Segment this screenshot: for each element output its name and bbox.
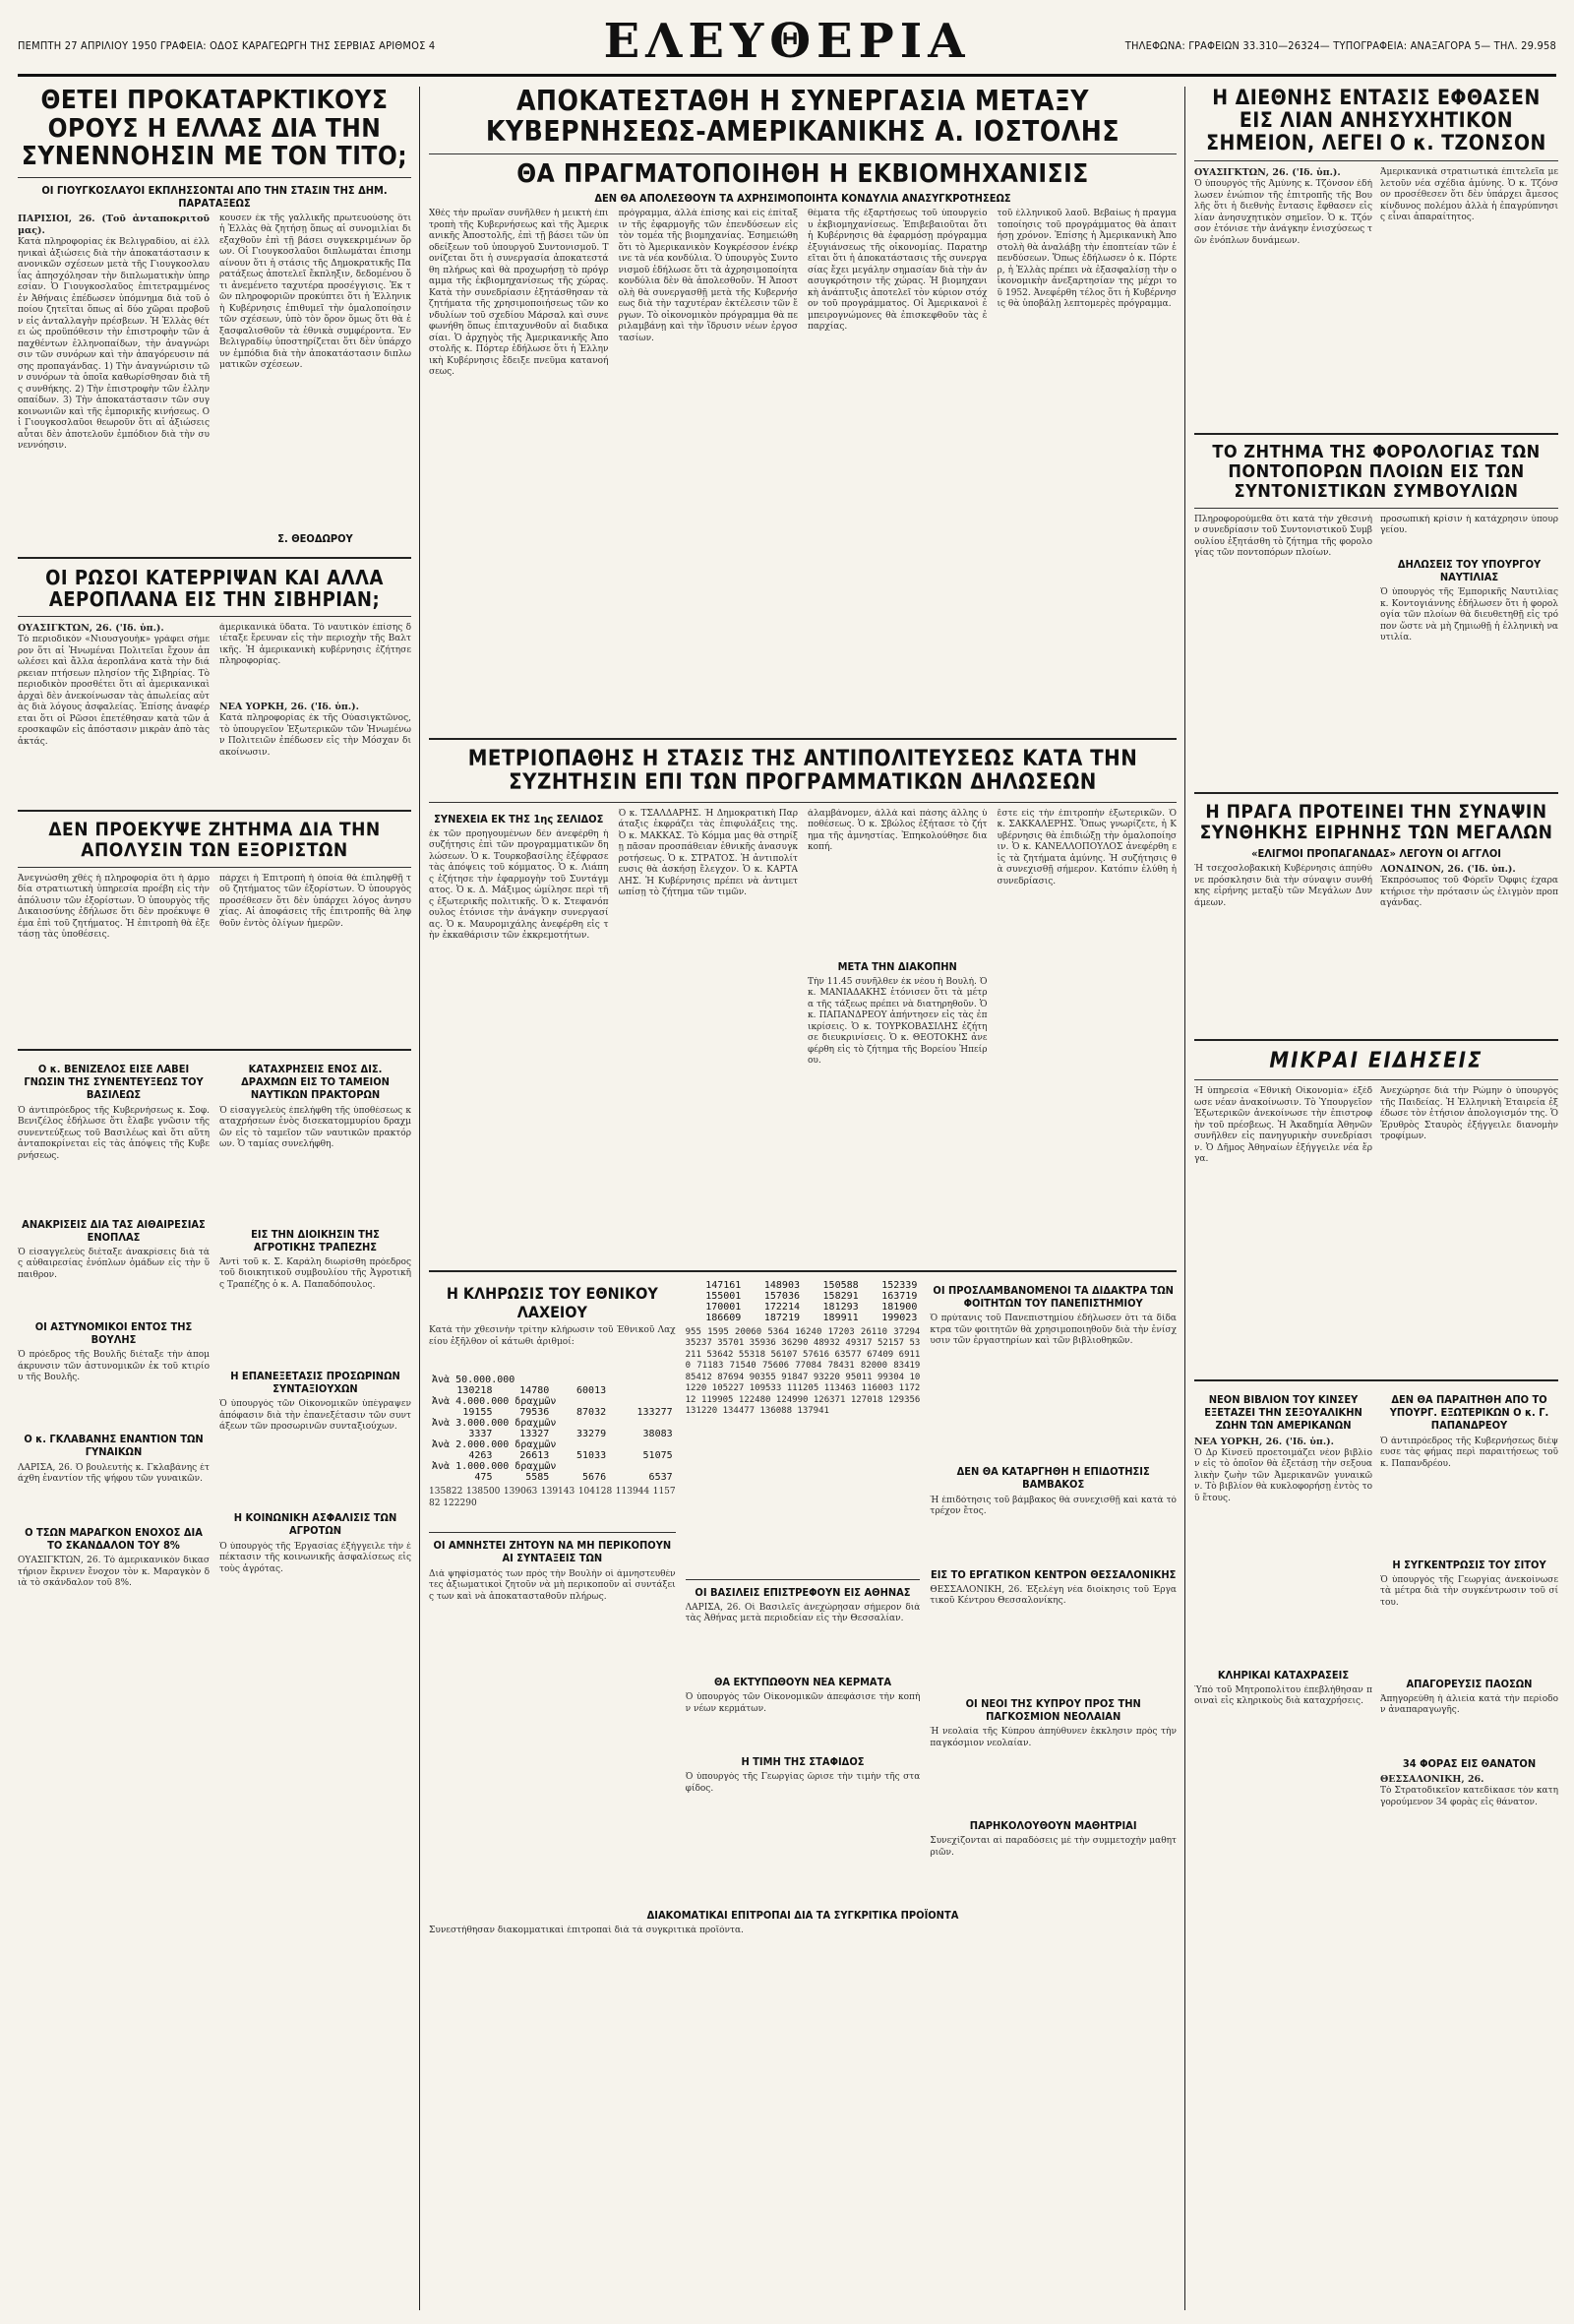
subhead-coins: ΘΑ ΕΚΤΥΠΩΘΟΥΝ ΝΕΑ ΚΕΡΜΑΤΑ	[713, 1675, 891, 1688]
subhead-kings-return: ΟΙ ΒΑΣΙΛΕΙΣ ΕΠΙΣΤΡΕΦΟΥΝ ΕΙΣ ΑΘΗΝΑΣ	[695, 1585, 911, 1599]
headline-opposition: ΜΕΤΡΙΟΠΑΘΗΣ Η ΣΤΑΣΙΣ ΤΗΣ ΑΝΤΙΠΟΛΙΤΕΥΣΕΩΣ ΚΑΤΑ ΤΗΝ ΣΥΖΗΤΗΣΙΝ ΕΠΙ ΤΩΝ ΠΡΟΓΡΑΜΜΑΤΙΚΩΝ ΔΗΛΩΣΕΩΝ	[467, 747, 1138, 796]
subhead-police-parliament: ΟΙ ΑΣΤΥΝΟΜΙΚΟΙ ΕΝΤΟΣ ΤΗΣ ΒΟΥΛΗΣ	[34, 1319, 193, 1347]
article-cyprus-youth: Ἡ νεολαία τῆς Κύπρου ἀπηύθυνεν ἔκκλησιν πρὸς τὴν παγκόσμιον νεολαίαν.	[930, 1727, 1177, 1748]
article-prague-1: Ἡ τσεχοσλοβακικὴ Κυβέρνησις ἀπηύθυνε πρόσκλησιν διὰ τὴν σύναψιν συνθήκης εἰρήνης μεταξὺ τῶν Μεγάλων Δυνάμεων.	[1194, 864, 1372, 908]
lot-r2-c4: 163719	[881, 1290, 918, 1302]
article-main-1: Χθὲς τὴν πρωΐαν συνῆλθεν ἡ μεικτὴ ἐπιτροπὴ τῆς Κυβερνήσεως καὶ τῆς Ἀμερικανικῆς Ἀποστολῆς, ἐπὶ τῇ βάσει τῶν ὑποδείξεων τοῦ ὑπουργοῦ Συντονισμοῦ. Τονίζεται ὅτι ἡ συνεργασία ἀποκατεστάθη πλήρως καὶ θὰ προχωρήσῃ τὸ πρόγραμμα τῆς ἐκβιομηχανίσεως τῆς χώρας. Κατὰ τὴν συνεδρίασιν ἐξητάσθησαν τὰ ζητήματα τῆς χρησιμοποιήσεως τῶν κονδυλίων τοῦ σχεδίου Μάρσαλ καὶ συνεφωνήθη ὅπως ἐπιταχυνθοῦν αἱ διαδικασίαι. Ὁ ἀρχηγὸς τῆς Ἀμερικανικῆς Ἀποστολῆς κ. Πόρτερ ἐδήλωσε ὅτι ἡ Ἑλληνικὴ Κυβέρνησις ἔδειξε πνεῦμα κατανοήσεως.	[429, 209, 609, 378]
prize-4-num-1: 4263	[468, 1450, 493, 1462]
prize-3-num-4: 38083	[642, 1429, 673, 1440]
prize-2-num-3: 87032	[576, 1407, 607, 1419]
prize-label-2: Ἀνὰ 4.000.000 δραχμῶν	[432, 1396, 557, 1408]
subhead-university-fees: ΟΙ ΠΡΟΣΛΑΜΒΑΝΟΜΕΝΟΙ ΤΑ ΔΙΔΑΚΤΡΑ ΤΩΝ ΦΟΙΤΗΤΩΝ ΤΟΥ ΠΑΝΕΠΙΣΤΗΜΙΟΥ	[933, 1283, 1174, 1310]
article-labor-center: ΘΕΣΣΑΛΟΝΙΚΗ, 26. Ἐξελέγη νέα διοίκησις τοῦ Ἐργατικοῦ Κέντρου Θεσσαλονίκης.	[930, 1584, 1177, 1607]
prize-label-1: Ἀνὰ 50.000.000	[432, 1375, 515, 1386]
subhead-agri-bank: ΕΙΣ ΤΗΝ ΔΙΟΙΚΗΣΙΝ ΤΗΣ ΑΓΡΟΤΙΚΗΣ ΤΡΑΠΕΖΗΣ	[251, 1227, 380, 1254]
subhead-embezzlement: ΚΑΤΑΧΡΗΣΕΙΣ ΕΝΟΣ ΔΙΣ. ΔΡΑΧΜΩΝ ΕΙΣ ΤΟ ΤΑΜΕΙΟΝ ΝΑΥΤΙΚΩΝ ΠΡΑΚΤΟΡΩΝ	[241, 1062, 390, 1102]
prize-4-num-2: 26613	[519, 1450, 550, 1462]
headline-prague: Η ΠΡΑΓΑ ΠΡΟΤΕΙΝΕΙ ΤΗΝ ΣΥΝΑΨΙΝ ΣΥΝΘΗΚΗΣ ΕΙΡΗΝΗΣ ΤΩΝ ΜΕΓΑΛΩΝ	[1199, 801, 1553, 844]
prize-5-num-2: 5585	[525, 1472, 550, 1484]
article-body-russian-1: Τὸ περιοδικὸν «Νιουσγουὴκ» γράφει σήμερον ὅτι αἱ Ἡνωμέναι Πολιτεῖαι ἔχουν ἀπωλέσει καὶ ἄλλα ἀεροπλάνα κατὰ τὴν διάρκειαν πτήσεων πλησίον τῆς Σιβηρίας. Τὸ περιοδικὸν προσθέτει ὅτι αἱ ἀμερικανικαὶ ἀρχαὶ δὲν ἀνεκοίνωσαν τὰς ἀπωλείας αὐτὰς διὰ λόγους ἀσφαλείας. Ἐπίσης ἀναφέρεται ὅτι οἱ Ρῶσοι ἐπετέθησαν κατὰ τῶν ἀεροσκαφῶν εἰς ἀπόστασιν μικρὰν ἀπὸ τὰς ἀκτάς.	[18, 635, 210, 747]
lot-r4-c3: 189911	[822, 1312, 859, 1323]
headline-industrialization: ΘΑ ΠΡΑΓΜΑΤΟΠΟΙΗΘΗ Η ΕΚΒΙΟΜΗΧΑΝΙΣΙΣ	[516, 158, 1089, 189]
subhead-shipping-minister: ΔΗΛΩΣΕΙΣ ΤΟΥ ΥΠΟΥΡΓΟΥ ΝΑΥΤΙΛΙΑΣ	[1397, 557, 1542, 584]
article-amnestied: Διὰ ψηφίσματός των πρὸς τὴν Βουλὴν οἱ ἀμνηστευθέντες ἀξιωματικοὶ ζητοῦν νὰ μὴ περικοποῦν αἱ συντάξεις των καὶ νὰ ἀποκατασταθοῦν πλήρως.	[429, 1568, 676, 1602]
dateline-washington: ΟΥΑΣΙΓΚΤΩΝ, 26. ('Ιδ. ὑπ.).	[18, 622, 164, 634]
continued-label: ΣΥΝΕΧΕΙΑ ΕΚ ΤΗΣ 1ης ΣΕΛΙΔΟΣ	[434, 812, 604, 826]
lottery-numbers-grid	[686, 1280, 921, 1323]
article-papandreou: Ὁ ἀντιπρόεδρος τῆς Κυβερνήσεως διέψευσε τὰς φήμας περὶ παραιτήσεως τοῦ κ. Παπανδρέου.	[1380, 1436, 1558, 1469]
article-embezzlement: Ὁ εἰσαγγελεὺς ἐπελήφθη τῆς ὑποθέσεως καταχρήσεων ἑνὸς δισεκατομμυρίου δραχμῶν εἰς τὸ ταμεῖον τῶν ναυτικῶν πρακτόρων. Ὁ ταμίας συνελήφθη.	[219, 1105, 411, 1150]
article-main-3: θέματα τῆς ἐξαρτήσεως τοῦ ὑπουργείου ἐκβιομηχανίσεως. Ἐπιβεβαιοῦται ὅτι ἡ Κυβέρνησις θὰ ἐφαρμόσῃ πρόγραμμα ἐξυγιάνσεως τῆς οἰκονομίας. Παρατηρεῖται ὅτι ἡ ἀποκατάστασις τῆς συνεργασίας ἔχει μεγάλην σημασίαν διὰ τὴν ἀνασυγκρότησιν τῆς χώρας. Ἡ βιομηχανικὴ ἀνάπτυξις ἀποτελεῖ τὸν κύριον στόχον τοῦ προγράμματος. Οἱ Ἀμερικανοὶ ἐμπειρογνώμονες θὰ ἐπισκεφθοῦν τὰς ἐπαρχίας.	[808, 209, 988, 333]
newspaper-title: ΕΛΕΥΘΕΡΙΑ	[603, 14, 971, 69]
dateline-thessaloniki: ΘΕΣΣΑΛΟΝΙΚΗ, 26.	[1380, 1774, 1484, 1786]
right-column	[1194, 87, 1558, 1855]
lot-r4-c4: 199023	[881, 1312, 918, 1323]
prize-1-num-1: 130218	[456, 1385, 493, 1397]
prize-2-num-4: 133277	[636, 1407, 673, 1419]
prize-3-num-2: 13327	[519, 1429, 550, 1440]
article-prague-2: Ἐκπρόσωπος τοῦ Φόρεϊν Ὄφφις ἐχαρακτήρισε τὴν πρότασιν ὡς ἐλιγμὸν προπαγάνδας.	[1380, 876, 1558, 909]
headline-brief-news: ΜΙΚΡΑΙ ΕΙΔΗΣΕΙΣ	[1269, 1049, 1483, 1074]
subhead-venizelos: Ο κ. ΒΕΝΙΖΕΛΟΣ ΕΙΣΕ ΛΑΒΕΙ ΓΝΩΣΙΝ ΤΗΣ ΣΥΝΕΝΤΕΥΞΕΩΣ ΤΟΥ ΒΑΣΙΛΕΩΣ	[24, 1062, 204, 1102]
lot-r3-c1: 170001	[705, 1301, 742, 1313]
lot-r1-c4: 152339	[881, 1279, 918, 1291]
masthead	[18, 14, 1556, 77]
article-wheat: Ὁ ὑπουργὸς τῆς Γεωργίας ἀνεκοίνωσε τὰ μέτρα διὰ τὴν συγκέντρωσιν τοῦ σίτου.	[1380, 1574, 1558, 1608]
subhead-committees: ΔΙΑΚΟΜΑΤΙΚΑΙ ΕΠΙΤΡΟΠΑΙ ΔΙΑ ΤΑ ΣΥΓΚΡΙΤΙΚΑ ΠΡΟΪΟΝΤΑ	[646, 1909, 959, 1923]
dateline-london: ΛΟΝΔΙΝΟΝ, 26. ('Ιδ. ὑπ.).	[1380, 864, 1516, 876]
prize-2-num-1: 19155	[462, 1407, 493, 1419]
prize-label-5: Ἀνὰ 1.000.000 δραχμῶν	[432, 1461, 557, 1473]
masthead-date-address: ΠΕΜΠΤΗ 27 ΑΠΡΙΛΙΟΥ 1950 ΓΡΑΦΕΙΑ: ΟΔΟΣ ΚΑΡΑΓΕΩΡΓΗ ΤΗΣ ΣΕΡΒΙΑΣ ΑΡΙΘΜΟΣ 4	[18, 39, 436, 52]
lottery-prizes	[429, 1375, 676, 1483]
article-committees: Συνεστήθησαν διακομματικαὶ ἐπιτροπαὶ διὰ τὰ συγκριτικὰ προϊόντα.	[429, 1926, 744, 1936]
subhead-death: 34 ΦΟΡΑΣ ΕΙΣ ΘΑΝΑΤΟΝ	[1402, 1756, 1537, 1770]
prize-3-num-3: 33279	[576, 1429, 607, 1440]
headline-tito: ΘΕΤΕΙ ΠΡΟΚΑΤΑΡΚΤΙΚΟΥΣ ΟΡΟΥΣ Η ΕΛΛΑΣ ΔΙΑ ΤΗΝ ΣΥΝΕΝΝΟΗΣΙΝ ΜΕ ΤΟΝ ΤΙΤΟ;	[21, 86, 408, 172]
dateline-new-york: ΝΕΑ ΥΟΡΚΗ, 26. ('Ιδ. ὑπ.).	[219, 701, 359, 712]
dateline-paris: ΠΑΡΙΣΙΟΙ, 26. (Τοῦ ἀνταποκριτοῦ μας).	[18, 213, 210, 236]
lot-r2-c1: 155001	[705, 1290, 742, 1302]
prize-5-num-1: 475	[474, 1472, 493, 1484]
article-coins: Ὁ ὑπουργὸς τῶν Οἰκονομικῶν ἀπεφάσισε τὴν κοπὴν νέων κερμάτων.	[685, 1692, 921, 1714]
article-students: Συνεχίζονται αἱ παραδόσεις μὲ τὴν συμμετοχὴν μαθητριῶν.	[930, 1836, 1177, 1858]
lot-r2-c3: 158291	[822, 1290, 859, 1302]
signature-theodorou: Σ. ΘΕΟΔΩΡΟΥ	[277, 531, 353, 545]
prize-1-num-3: 60013	[576, 1385, 607, 1397]
headline-ship-tax: ΤΟ ΖΗΤΗΜΑ ΤΗΣ ΦΟΡΟΛΟΓΙΑΣ ΤΩΝ ΠΟΝΤΟΠΟΡΩΝ ΠΛΟΙΩΝ ΕΙΣ ΤΩΝ ΣΥΝΤΟΝΙΣΤΙΚΩΝ ΣΥΜΒΟΥΛΙΩΝ	[1212, 442, 1541, 503]
article-parliament-1: ἐκ τῶν προηγουμένων δὲν ἀνεφέρθη ἡ συζήτησις ἐπὶ τῶν προγραμματικῶν δηλώσεων. Ὁ κ. Τουρκοβασίλης ἐξέφρασε τὰς ἀπόψεις τοῦ κόμματος. Ὁ κ. Λιάπης ἐζήτησε τὴν ἐφαρμογὴν τοῦ Συντάγματος. Ὁ κ. Δ. Μάξιμος ὡμίλησε περὶ τῆς ἐξωτερικῆς πολιτικῆς. Ὁ κ. Στεφανόπουλος ἐτόνισε τὴν ἀνάγκην συνεργασίας. Ὁ κ. Μαυρομιχάλης ἀνεφέρθη εἰς τὴν ἐκκαθάρισιν τῶν ἐκκρεμοτήτων.	[429, 828, 609, 942]
lottery-number-list: 955 1595 20060 5364 16240 17203 26110 37294 35237 35701 35936 36290 48932 49317 52157 53211 53642 55318 56107 57616 63577 67409 69110 71183 71540 75606 77084 78431 82000 83419 85412 87694 90355 91847 93220 95011 99304 101220 105227 109533 111205 113463 116003 117212 119905 122480 124990 126371 127018 129356 131220 134477 136088 137941	[685, 1326, 921, 1417]
subhead-inquiries: ΑΝΑΚΡΙΣΕΙΣ ΔΙΑ ΤΑΣ ΑΙΘΑΙΡΕΣΙΑΣ ΕΝΟΠΛΑΣ	[22, 1217, 206, 1244]
prize-label-4: Ἀνὰ 2.000.000 δραχμῶν	[432, 1439, 557, 1451]
left-column	[18, 87, 411, 1650]
subhead-wheat: Η ΣΥΓΚΕΝΤΡΩΣΙΣ ΤΟΥ ΣΙΤΟΥ	[1392, 1558, 1546, 1571]
prize-label-3: Ἀνὰ 3.000.000 δραχμῶν	[432, 1418, 557, 1430]
lot-r3-c3: 181293	[822, 1301, 859, 1313]
lot-r1-c3: 150588	[822, 1279, 859, 1291]
prize-2-num-2: 79536	[519, 1407, 550, 1419]
article-kings-return: ΛΑΡΙΣΑ, 26. Οἱ Βασιλεῖς ἀνεχώρησαν σήμερον διὰ τὰς Ἀθήνας μετὰ περιοδείαν εἰς τὴν Θεσσαλίαν.	[685, 1602, 921, 1624]
article-parliament-5: ἔστε εἰς τὴν ἐπιτροπὴν ἐξωτερικῶν. Ὁ κ. ΣΑΚΚΑΛΕΡΗΣ. Ὅπως γνωρίζετε, ἡ Κυβέρνησις θὰ ἐπιδιώξῃ τὴν ὁμαλοποίησιν. Ὁ κ. ΚΑΝΕΛΛΟΠΟΥΛΟΣ ἀνεφέρθη εἰς τὰ ζητήματα ἀμύνης. Ἡ συζήτησις θὰ συνεχισθῇ σήμερον. Κατόπιν ἐλύθη ἡ συνεδρίασις.	[997, 808, 1177, 887]
headline-exiles: ΔΕΝ ΠΡΟΕΚΥΨΕ ΖΗΤΗΜΑ ΔΙΑ ΤΗΝ ΑΠΟΛΥΣΙΝ ΤΩΝ ΕΞΟΡΙΣΤΩΝ	[48, 819, 381, 862]
subhead-cyprus-youth: ΟΙ ΝΕΟΙ ΤΗΣ ΚΥΠΡΟΥ ΠΡΟΣ ΤΗΝ ΠΑΓΚΟΣΜΙΟΝ ΝΕΟΛΑΙΑΝ	[965, 1696, 1141, 1723]
headline-lottery: Η ΚΛΗΡΩΣΙΣ ΤΟΥ ΕΘΝΙΚΟΥ ΛΑΧΕΙΟΥ	[446, 1283, 658, 1321]
article-currant: Ὁ ὑπουργὸς τῆς Γεωργίας ὥρισε τὴν τιμὴν τῆς σταφίδος.	[685, 1772, 921, 1794]
prize-1-num-2: 14780	[519, 1385, 550, 1397]
article-body-exiles-1: Ἀνεγνώσθη χθὲς ἡ πληροφορία ὅτι ἡ ἀρμοδία στρατιωτικὴ ὑπηρεσία προέβη εἰς τὴν ἀπόλυσιν τῶν ἐξορίστων. Ὁ ὑπουργὸς τῆς Δικαιοσύνης ἐδήλωσε ὅτι δὲν προέκυψε θέμα ἐπὶ τοῦ ζητήματος. Ἡ ἐπιτροπὴ θὰ ἐξετάσῃ τὰς ὑποθέσεις.	[18, 873, 210, 941]
dateline-washington-right: ΟΥΑΣΙΓΚΤΩΝ, 26. ('Ιδ. ὑπ.).	[1194, 167, 1341, 179]
lot-r4-c2: 187219	[763, 1312, 800, 1323]
article-death: Τὸ Στρατοδικεῖον κατεδίκασε τὸν κατηγορούμενον 34 φορὰς εἰς θάνατον.	[1380, 1786, 1558, 1807]
dateline-new-york-right: ΝΕΑ ΥΟΡΚΗ, 26. ('Ιδ. ὑπ.).	[1194, 1436, 1334, 1447]
subhead-propaganda: «ΕΛΙΓΜΟΙ ΠΡΟΠΑΓΑΝΔΑΣ» ΛΕΓΟΥΝ ΟΙ ΑΓΓΛΟΙ	[1251, 847, 1501, 861]
subhead-yugoslavs: ΟΙ ΓΙΟΥΓΚΟΣΛΑΥΟΙ ΕΚΠΛΗΣΣΟΝΤΑΙ ΑΠΟ ΤΗΝ ΣΤΑΣΙΝ ΤΗΣ ΔΗΜ. ΠΑΡΑΤΑΞΕΩΣ	[41, 183, 388, 210]
subhead-students: ΠΑΡΗΚΟΛΟΥΘΟΥΝ ΜΑΘΗΤΡΙΑΙ	[969, 1819, 1137, 1833]
lot-r1-c1: 147161	[705, 1279, 742, 1291]
article-main-4: τοῦ ἑλληνικοῦ λαοῦ. Βεβαίως ἡ πραγματοποίησις τοῦ προγράμματος θὰ ἀπαιτήσῃ χρόνον. Ἐπίσης ἡ Ἀμερικανικὴ Ἀποστολὴ θὰ ἀναλάβῃ τὴν ἐποπτείαν τῶν ἐπενδύσεων. Ὅπως ἐδήλωσεν ὁ κ. Πόρτερ, ἡ Ἑλλὰς πρέπει νὰ ἐξασφαλίσῃ τὴν οἰκονομικὴν ἀνεξαρτησίαν της μέχρι τοῦ 1952. Ἀνεφέρθη τέλος ὅτι ἡ Κυβέρνησις θὰ ὑποβάλῃ λεπτομερὲς πρόγραμμα.	[997, 209, 1177, 310]
article-inquiries: Ὁ εἰσαγγελεὺς διέταξε ἀνακρίσεις διὰ τὰς αὐθαιρεσίας ἐνόπλων ὁμάδων εἰς τὴν ὕπαιθρον.	[18, 1247, 210, 1280]
subhead-social-insurance: Η ΚΟΙΝΩΝΙΚΗ ΑΣΦΑΛΙΣΙΣ ΤΩΝ ΑΓΡΟΤΩΝ	[233, 1511, 397, 1538]
article-tension-1: Ὁ ὑπουργὸς τῆς Ἀμύνης κ. Τζόνσον ἐδήλωσεν ἐνώπιον τῆς ἐπιτροπῆς τῆς Βουλῆς ὅτι ἡ διεθνὴς ἔντασις ἔφθασεν εἰς λίαν ἀνησυχητικὸν σημεῖον. Ὁ κ. Τζόνσον ἐτόνισε τὴν ἀνάγκην ἐνισχύσεως τῶν ἐνόπλων δυνάμεων.	[1194, 179, 1372, 246]
article-lottery-more: 135822 138500 139063 139143 104128 113944 115782 122290	[429, 1487, 676, 1508]
lot-r2-c2: 157036	[763, 1290, 800, 1302]
article-body-russian-3: Κατὰ πληροφορίας ἐκ τῆς Οὐασιγκτῶνος, τὸ ὑπουργεῖον Ἐξωτερικῶν τῶν Ἡνωμένων Πολιτειῶν ἐπέδωσεν εἰς τὴν Μόσχαν διακοίνωσιν.	[219, 713, 411, 758]
subhead-funds: ΔΕΝ ΘΑ ΑΠΟΛΕΣΘΟΥΝ ΤΑ ΑΧΡΗΣΙΜΟΠΟΙΗΤΑ ΚΟΝΔΥΛΙΑ ΑΝΑΣΥΓΚΡΟΤΗΣΕΩΣ	[594, 192, 1011, 206]
prize-3-num-1: 3337	[468, 1429, 493, 1440]
article-lottery-intro: Κατὰ τὴν χθεσινὴν τρίτην κλήρωσιν τοῦ Ἐθνικοῦ Λαχείου ἐξῆλθον οἱ κάτωθι ἀριθμοί:	[429, 1325, 676, 1347]
lot-r3-c4: 181900	[881, 1301, 918, 1313]
subhead-kinsey: ΝΕΟΝ ΒΙΒΛΙΟΝ ΤΟΥ ΚΙΝΣΕΥ ΕΞΕΤΑΖΕΙ ΤΗΝ ΣΕΞΟΥΑΛΙΚΗΝ ΖΩΗΝ ΤΩΝ ΑΜΕΡΙΚΑΝΩΝ	[1204, 1393, 1362, 1433]
subhead-glavanis: Ο κ. ΓΚΛΑΒΑΝΗΣ ΕΝΑΝΤΙΟΝ ΤΩΝ ΓΥΝΑΙΚΩΝ	[24, 1433, 204, 1459]
subhead-cotton: ΔΕΝ ΘΑ ΚΑΤΑΡΓΗΘΗ Η ΕΠΙΔΟΤΗΣΙΣ ΒΑΜΒΑΚΟΣ	[956, 1465, 1150, 1492]
article-main-2: πρόγραμμα, ἀλλὰ ἐπίσης καὶ εἰς ἐπίταξιν τῆς ἐφαρμογῆς τῶν ἐπενδύσεων εἰς τὸν τομέα τῆς βιομηχανίας. Ἐσημειώθη ὅτι τὸ Ἀμερικανικὸν Κογκρέσσον ἐνέκρινε τὰ νέα κονδύλια. Ὁ ὑπουργὸς Συντονισμοῦ ἐδήλωσε ὅτι τὰ ἀχρησιμοποίητα κονδύλια δὲν θὰ ἀπολεσθοῦν. Ἡ Ἀποστολὴ θὰ συνεργασθῇ μετὰ τῆς Κυβερνήσεως διὰ τὴν ταχυτέραν ἐκτέλεσιν τῶν ἔργων. Τὸ οἰκονομικὸν πρόγραμμα θὰ περιλαμβάνῃ καὶ τὴν ἵδρυσιν νέων ἐργοστασίων.	[618, 209, 798, 343]
lot-r4-c1: 186609	[705, 1312, 742, 1323]
article-body-russian-2: ἀμερικανικὰ ὕδατα. Τὸ ναυτικὸν ἐπίσης διέταξε ἔρευναν εἰς τὴν περιοχὴν τῆς Βαλτικῆς. Ἡ ἀμερικανικὴ κυβέρνησις ἐζήτησε πληροφορίας.	[219, 622, 411, 667]
article-university-fees: Ὁ πρύτανις τοῦ Πανεπιστημίου ἐδήλωσεν ὅτι τὰ δίδακτρα τῶν φοιτητῶν θὰ χρησιμοποιηθοῦν διὰ τὴν ἐνίσχυσιν τῶν ἐργαστηρίων καὶ τῶν βιβλιοθηκῶν.	[930, 1314, 1177, 1347]
article-parliament-3: ἀλαμβάνομεν, ἀλλὰ καὶ πάσης ἄλλης ὑποθέσεως. Ὁ κ. Σβώλος ἐξήτασε τὸ ζήτημα τῆς ἀμνηστίας. Ἐπηκολούθησε διακοπή.	[808, 808, 988, 853]
headline-main: ΑΠΟΚΑΤΕΣΤΑΘΗ Η ΣΥΝΕΡΓΑΣΙΑ ΜΕΤΑΞΥ ΚΥΒΕΡΝΗΣΕΩΣ-ΑΜΕΡΙΚΑΝΙΚΗΣ Α. ΙΟΣΤΟΛΗΣ	[485, 85, 1120, 148]
article-glavanis: ΛΑΡΙΣΑ, 26. Ὁ βουλευτὴς κ. Γκλαβάνης ἐτάχθη ἐναντίον τῆς ψήφου τῶν γυναικῶν.	[18, 1462, 210, 1485]
article-police: Ὁ πρόεδρος τῆς Βουλῆς διέταξε τὴν ἀπομάκρυνσιν τῶν ἀστυνομικῶν ἐκ τοῦ κτιρίου τῆς Βουλῆς.	[18, 1350, 210, 1383]
lot-r1-c2: 148903	[763, 1279, 800, 1291]
prize-4-num-4: 51075	[642, 1450, 673, 1462]
article-cotton: Ἡ ἐπιδότησις τοῦ βάμβακος θὰ συνεχισθῇ καὶ κατὰ τὸ τρέχον ἔτος.	[930, 1495, 1177, 1516]
article-agri-bank: Ἀντὶ τοῦ κ. Σ. Καράλη διωρίσθη πρόεδρος τοῦ διοικητικοῦ συμβουλίου τῆς Ἀγροτικῆς Τραπέζης ὁ κ. Α. Παπαδόπουλος.	[219, 1256, 411, 1290]
lot-r3-c2: 172214	[763, 1301, 800, 1313]
subhead-ban: ΑΠΑΓΟΡΕΥΣΙΣ ΠΑΟΣΩΝ	[1406, 1677, 1533, 1690]
subhead-clergy: ΚΛΗΡΙΚΑΙ ΚΑΤΑΧΡΑΣΕΙΣ	[1217, 1668, 1350, 1682]
subhead-marangon: Ο ΤΣΩΝ ΜΑΡΑΓΚΟΝ ΕΝΟΧΟΣ ΔΙΑ ΤΟ ΣΚΑΝΔΑΛΟΝ ΤΟΥ 8%	[25, 1525, 203, 1552]
headline-tension: Η ΔΙΕΘΝΗΣ ΕΝΤΑΣΙΣ ΕΦΘΑΣΕΝ ΕΙΣ ΛΙΑΝ ΑΝΗΣΥΧΗΤΙΚΟΝ ΣΗΜΕΙΟΝ, ΛΕΓΕΙ Ο κ. ΤΖΟΝΣΟΝ	[1206, 86, 1546, 155]
article-body-tito-2: κουσεν ἐκ τῆς γαλλικῆς πρωτευούσης ὅτι ἡ Ἑλλὰς θὰ ζητήσῃ ὅπως αἱ συνομιλίαι διεξαχθοῦν ἐπὶ τῇ βάσει συγκεκριμένων ὅρων. Οἱ Γιουγκοσλαῦοι διπλωμάται ἐπισημαίνουν ὅτι ἡ στάσις τῆς Δημοκρατικῆς Παρατάξεως ἀποτελεῖ ἔκπληξιν, δεδομένου ὅτι ἀνεμένετο ταχυτέρα προσέγγισις. Ἐκ τῶν πληροφοριῶν προκύπτει ὅτι ἡ Ἑλληνικὴ Κυβέρνησις ἐπιθυμεῖ τὴν ὁμαλοποίησιν τῶν σχέσεων, ὑπὸ τὸν ὅρον ὅμως ὅτι θὰ ἐξασφαλισθοῦν τὰ ἐθνικὰ συμφέροντα. Ἐν Βελιγραδίῳ ὑποστηρίζεται ὅτι δὲν ὑπάρχουν ἐμπόδια διὰ τὴν ἀποκατάστασιν διπλωματικῶν σχέσεων.	[219, 213, 411, 371]
article-ban: Ἀπηγορεύθη ἡ ἁλιεία κατὰ τὴν περίοδον ἀναπαραγωγῆς.	[1380, 1693, 1558, 1716]
prize-5-num-3: 5676	[582, 1472, 607, 1484]
subhead-pensioners: Η ΕΠΑΝΕΞΕΤΑΣΙΣ ΠΡΟΣΩΡΙΝΩΝ ΣΥΝΤΑΞΙΟΥΧΩΝ	[230, 1369, 400, 1396]
article-pensioners: Ὁ ὑπουργὸς τῶν Οἰκονομικῶν ὑπέγραψεν ἀπόφασιν διὰ τὴν ἐπανεξέτασιν τῶν συντάξεων τῶν προσωρινῶν συνταξιούχων.	[219, 1399, 411, 1433]
subhead-after-break: ΜΕΤΑ ΤΗΝ ΔΙΑΚΟΠΗΝ	[837, 959, 957, 973]
article-body-tito-1: Κατὰ πληροφορίας ἐκ Βελιγραδίου, αἱ ἑλληνικαὶ ἀξιώσεις διὰ τὴν ἀποκατάστασιν κανονικῶν σχέσεων μετὰ τῆς Γιουγκοσλαυΐας ἀπησχόλησαν τὴν διπλωματικὴν ὑπηρεσίαν. Ὁ Γιουγκοσλαῦος ἐπιτετραμμένος ἐν Ἀθήναις ἐπέδωσεν ὑπόμνημα διὰ τοῦ ὁποίου ζητεῖται ὅπως αἱ δύο χῶραι προβοῦν εἰς ἀνταλλαγὴν πρέσβεων. Ἡ Ἑλλὰς θέτει ὡς προϋπόθεσιν τὴν ἐπιστροφὴν τῶν ἀπαχθέντων ἑλληνοπαίδων, τὴν ἀναγνώρισιν τῶν συνόρων καὶ τὴν ἀπαγόρευσιν πάσης προπαγάνδας. 1) Τὴν ἀναγνώρισιν τῶν συνόρων τὰ ὁποῖα καθωρίσθησαν διὰ τῆς συνθήκης. 2) Τὴν ἐπιστροφὴν τῶν ἑλληνοπαίδων. 3) Τὴν ἀποκατάστασιν τῶν συγκοινωνιῶν καὶ τῆς ἐμπορικῆς κινήσεως. Οἱ Γιουγκοσλαῦοι θεωροῦν ὅτι αἱ ἀξιώσεις αὗται δὲν ἀποτελοῦν ἐμπόδιον διὰ τὴν συνεννόησιν.	[18, 237, 210, 452]
article-tension-2: Ἀμερικανικὰ στρατιωτικὰ ἐπιτελεῖα μελετοῦν νέα σχέδια ἀμύνης. Ὁ κ. Τζόνσον προσέθεσεν ὅτι δὲν ὑπάρχει ἄμεσος κίνδυνος πολέμου ἀλλὰ ἡ ἐπαγρύπνησις εἶναι ἀπαραίτητος.	[1380, 167, 1558, 223]
article-clergy: Ὑπὸ τοῦ Μητροπολίτου ἐπεβλήθησαν ποιναὶ εἰς κληρικοὺς διὰ καταχρήσεις.	[1194, 1684, 1372, 1707]
article-brief-news-1: Ἡ ὑπηρεσία «Ἐθνικὴ Οἰκονομία» ἐξέδωσε νέαν ἀνακοίνωσιν. Τὸ Ὑπουργεῖον Ἐξωτερικῶν ἀνεκοίνωσε τὴν ἐπιστροφὴν τοῦ πρέσβεως. Ἡ Ἀκαδημία Ἀθηνῶν συνῆλθεν εἰς πανηγυρικὴν συνεδρίασιν. Ὁ Δῆμος Ἀθηναίων ἐξήγγειλε νέα ἔργα.	[1194, 1086, 1372, 1165]
article-social-insurance: Ὁ ὑπουργὸς τῆς Ἐργασίας ἐξήγγειλε τὴν ἐπέκτασιν τῆς κοινωνικῆς ἀσφαλίσεως εἰς τοὺς ἀγρότας.	[219, 1541, 411, 1574]
masthead-phones: ΤΗΛΕΦΩΝΑ: ΓΡΑΦΕΙΩΝ 33.310—26324— ΤΥΠΟΓΡΑΦΕΙΑ: ΑΝΑΞΑΓΟΡΑ 5— ΤΗΛ. 29.958	[1124, 39, 1556, 52]
subhead-currant: Η ΤΙΜΗ ΤΗΣ ΣΤΑΦΙΔΟΣ	[741, 1755, 865, 1769]
article-ship-tax-2: προσωπική κρίσιν ἡ κατάχρησιν ὑπουργείου.	[1380, 514, 1558, 536]
article-parliament-2: Ὁ κ. ΤΣΑΛΔΑΡΗΣ. Ἡ Δημοκρατικὴ Παράταξις ἐκφράζει τὰς ἐπιφυλάξεις της. Ὁ κ. ΜΑΚΚΑΣ. Τὸ Κόμμα μας θὰ στηρίξῃ πᾶσαν προσπάθειαν ἐθνικῆς ἀνασυγκροτήσεως. Ὁ κ. ΣΤΡΑΤΟΣ. Ἡ ἀντιπολίτευσις θὰ ἀσκήσῃ ἔλεγχον. Ὁ κ. ΚΑΡΤΑΛΗΣ. Ἡ Κυβέρνησις πρέπει νὰ ἀντιμετωπίσῃ τὸ ζήτημα τῶν τιμῶν.	[618, 808, 798, 898]
article-body-exiles-2: πάρχει ἡ Ἐπιτροπὴ ἡ ὁποία θὰ ἐπιληφθῇ τοῦ ζητήματος τῶν ἐξορίστων. Ὁ ὑπουργὸς προσέθεσεν ὅτι δὲν ὑπάρχει λόγος ἀνησυχίας. Αἱ ἀποφάσεις τῆς ἐπιτροπῆς θὰ ληφθοῦν ἐντὸς ὀλίγων ἡμερῶν.	[219, 873, 411, 929]
article-venizelos: Ὁ ἀντιπρόεδρος τῆς Κυβερνήσεως κ. Σοφ. Βενιζέλος ἐδήλωσε ὅτι ἔλαβε γνῶσιν τῆς συνεντεύξεως τοῦ Βασιλέως καὶ ὅτι αὕτη ἀνταποκρίνεται εἰς τὰς ἀπόψεις τῆς Κυβερνήσεως.	[18, 1105, 210, 1161]
subhead-papandreou: ΔΕΝ ΘΑ ΠΑΡΑΙΤΗΘΗ ΑΠΟ ΤΟ ΥΠΟΥΡΓ. ΕΞΩΤΕΡΙΚΩΝ Ο κ. Γ. ΠΑΠΑΝΔΡΕΟΥ	[1389, 1393, 1549, 1433]
headline-russian-planes: ΟΙ ΡΩΣΟΙ ΚΑΤΕΡΡΙΨΑΝ ΚΑΙ ΑΛΛΑ ΑΕΡΟΠΛΑΝΑ ΕΙΣ ΤΗΝ ΣΙΒΗΡΙΑΝ;	[45, 565, 384, 611]
article-kinsey: Ὁ Δρ Κίνσεϋ προετοιμάζει νέον βιβλίον εἰς τὸ ὁποῖον θὰ ἐξετάσῃ τὴν σεξουαλικὴν ζωὴν τῶν Ἀμερικανῶν γυναικῶν. Τὸ βιβλίον θὰ κυκλοφορήσῃ ἐντὸς τοῦ ἔτους.	[1194, 1447, 1372, 1503]
subhead-amnestied: ΟΙ ΑΜΝΗΣΤΕΙ ΖΗΤΟΥΝ ΝΑ ΜΗ ΠΕΡΙΚΟΠΟΥΝ ΑΙ ΣΥΝΤΑΞΕΙΣ ΤΩΝ	[433, 1539, 672, 1565]
center-column	[429, 87, 1177, 1965]
prize-4-num-3: 51033	[576, 1450, 607, 1462]
article-ship-tax-3: Ὁ ὑπουργὸς τῆς Ἐμπορικῆς Ναυτιλίας κ. Κοντογιάννης ἐδήλωσεν ὅτι ἡ φορολογία τῶν πλοίων θὰ διευθετηθῇ εἰς τρόπον ὥστε νὰ μὴ ζημιωθῇ ἡ ἑλληνικὴ ναυτιλία.	[1380, 587, 1558, 643]
subhead-labor-center: ΕΙΣ ΤΟ ΕΡΓΑΤΙΚΟΝ ΚΕΝΤΡΟΝ ΘΕΣΣΑΛΟΝΙΚΗΣ	[930, 1567, 1177, 1581]
article-brief-news-2: Ἀνεχώρησε διὰ τὴν Ρώμην ὁ ὑπουργὸς τῆς Παιδείας. Ἡ Ἑλληνικὴ Ἐταιρεία ἐξέδωσε τὸν ἐτήσιον ἀπολογισμόν της. Ὁ Ἐρυθρὸς Σταυρὸς ἐξήγγειλε διανομὴν τροφίμων.	[1380, 1086, 1558, 1142]
article-parliament-4: Τὴν 11.45 συνῆλθεν ἐκ νέου ἡ Βουλή. Ὁ κ. ΜΑΝΙΑΔΑΚΗΣ ἐτόνισεν ὅτι τὰ μέτρα τῆς τάξεως πρέπει νὰ διατηρηθοῦν. Ὁ κ. ΠΑΠΑΝΔΡΕΟΥ ἀπήντησεν εἰς τὰς ἐπικρίσεις. Ὁ κ. ΤΟΥΡΚΟΒΑΣΙΛΗΣ ἐζήτησε διευκρινίσεις. Ὁ κ. ΘΕΟΤΟΚΗΣ ἀνεφέρθη εἰς τὸ ζήτημα τῆς Βορείου Ἠπείρου.	[808, 976, 988, 1067]
article-marangon: ΟΥΑΣΙΓΚΤΩΝ, 26. Τὸ ἀμερικανικὸν δικαστήριον ἔκρινεν ἔνοχον τὸν κ. Μαραγκὸν διὰ τὸ σκάνδαλον τοῦ 8%.	[18, 1556, 210, 1589]
prize-5-num-4: 6537	[648, 1472, 673, 1484]
article-ship-tax-1: Πληροφορούμεθα ὅτι κατὰ τὴν χθεσινὴν συνεδρίασιν τοῦ Συντονιστικοῦ Συμβουλίου ἐξητάσθη τὸ ζήτημα τῆς φορολογίας τῶν ποντοπόρων πλοίων.	[1194, 514, 1372, 559]
